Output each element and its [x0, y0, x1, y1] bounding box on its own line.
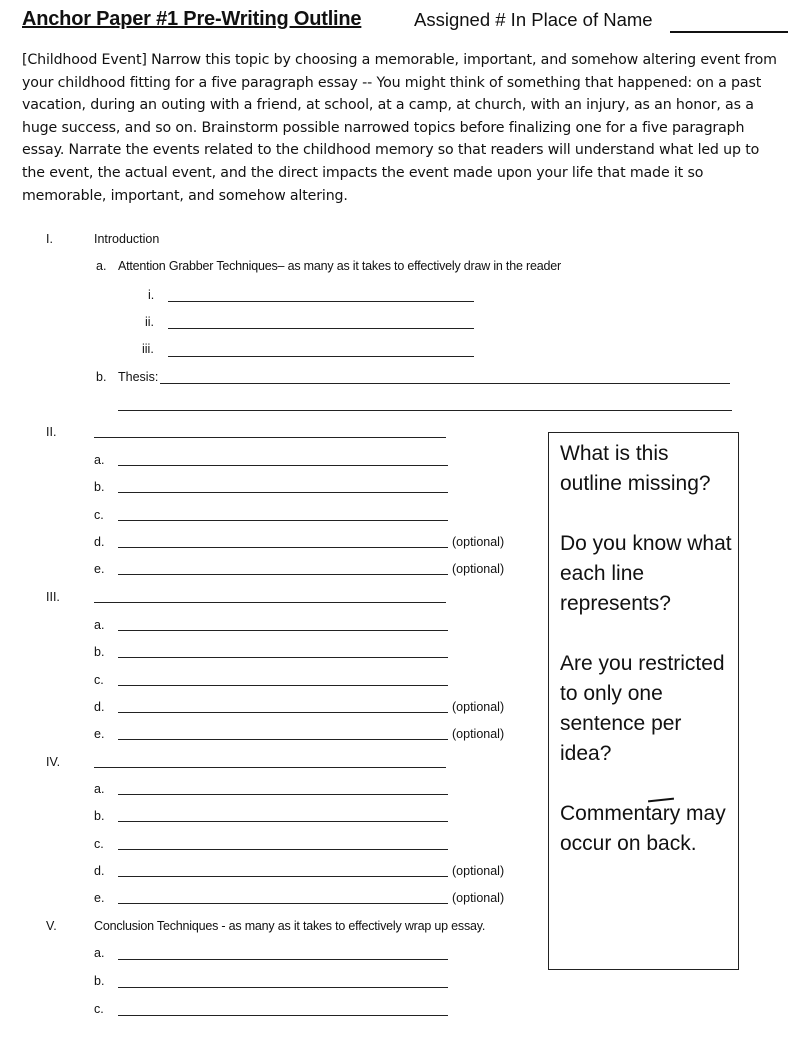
section-5-numeral: V. [46, 919, 57, 933]
question-line-represents: Do you know what each line represents? [560, 532, 732, 615]
section-2-c-letter: c. [94, 508, 104, 522]
question-outline-missing: What is this outline missing? [560, 442, 711, 495]
section-4-topic-line[interactable] [94, 767, 446, 768]
section-2-d-letter: d. [94, 535, 105, 549]
section-3-e-line[interactable] [118, 739, 448, 740]
section-4-a-line[interactable] [118, 794, 448, 795]
section-3-d-line[interactable] [118, 712, 448, 713]
section-1-title: Introduction [94, 232, 160, 246]
section-5-b-letter: b. [94, 974, 105, 988]
page-title: Anchor Paper #1 Pre-Writing Outline [22, 8, 362, 30]
section-2-b-line[interactable] [118, 492, 448, 493]
sub-i-label: i. [148, 288, 155, 302]
thesis-label: Thesis: [118, 370, 159, 384]
instructions-paragraph: [Childhood Event] Narrow this topic by choosing a memorable, important, and somehow altering event from your childhood fitting for a five paragraph essay -- You might think of something that happened: on a past vacation, during an outing with a friend, at school, at a camp, at church, with an injury, as an honor, as a huge success, and so on. Brainstorm possible narrowed topics before finalizing one for a five paragraph essay. Narrate the events related to the childhood memory so that readers will understand what led up to the event, the actual event, and the direct impacts the event made upon your life that made it so memorable, important, and somehow altering. [22, 52, 777, 204]
section-4-e-letter: e. [94, 891, 105, 905]
section-4-e-line[interactable] [118, 903, 448, 904]
section-5-c-letter: c. [94, 1002, 104, 1016]
section-5-b-line[interactable] [118, 987, 448, 988]
section-3-a-line[interactable] [118, 630, 448, 631]
section-2-d-optional: (optional) [452, 535, 505, 549]
section-4-d-line[interactable] [118, 876, 448, 877]
section-4-b-letter: b. [94, 809, 105, 823]
section-2-a-letter: a. [94, 453, 105, 467]
name-blank-line[interactable] [670, 31, 788, 33]
section-4-c-letter: c. [94, 837, 104, 851]
sub-iii-label: iii. [142, 342, 154, 356]
section-3-c-line[interactable] [118, 685, 448, 686]
sub-ii-line[interactable] [168, 328, 474, 329]
section-1-numeral: I. [46, 232, 53, 246]
section-4-d-letter: d. [94, 864, 105, 878]
questions-box-text [560, 439, 735, 859]
section-3-b-letter: b. [94, 645, 105, 659]
section-2-topic-line[interactable] [94, 437, 446, 438]
section-1-a-letter: a. [96, 259, 107, 273]
section-2-e-letter: e. [94, 562, 105, 576]
sub-iii-line[interactable] [168, 356, 474, 357]
sub-i-line[interactable] [168, 301, 474, 302]
sub-ii-label: ii. [145, 315, 155, 329]
section-3-e-letter: e. [94, 727, 105, 741]
section-3-a-letter: a. [94, 618, 105, 632]
thesis-line-1[interactable] [160, 383, 730, 384]
section-4-a-letter: a. [94, 782, 105, 796]
section-2-e-optional: (optional) [452, 562, 505, 576]
note-commentary: Commentary may occur on back. [560, 802, 726, 855]
section-3-d-optional: (optional) [452, 700, 505, 714]
section-4-numeral: IV. [46, 755, 61, 769]
section-2-b-letter: b. [94, 480, 105, 494]
section-2-e-line[interactable] [118, 574, 448, 575]
section-1-b-letter: b. [96, 370, 107, 384]
section-5-a-line[interactable] [118, 959, 448, 960]
section-4-b-line[interactable] [118, 821, 448, 822]
section-5-c-line[interactable] [118, 1015, 448, 1016]
page-header [22, 8, 782, 34]
thesis-line-2[interactable] [118, 410, 732, 411]
section-3-topic-line[interactable] [94, 602, 446, 603]
question-one-sentence: Are you restricted to only one sentence per idea? [560, 652, 725, 765]
assigned-label: Assigned # In Place of Name [414, 9, 653, 30]
section-2-c-line[interactable] [118, 520, 448, 521]
section-3-e-optional: (optional) [452, 727, 505, 741]
section-3-d-letter: d. [94, 700, 105, 714]
section-4-d-optional: (optional) [452, 864, 505, 878]
section-3-c-letter: c. [94, 673, 104, 687]
section-2-d-line[interactable] [118, 547, 448, 548]
section-4-e-optional: (optional) [452, 891, 505, 905]
section-4-c-line[interactable] [118, 849, 448, 850]
section-3-b-line[interactable] [118, 657, 448, 658]
section-5-a-letter: a. [94, 946, 105, 960]
conclusion-techniques-label: Conclusion Techniques - as many as it takes to effectively wrap up essay. [94, 919, 486, 933]
section-2-numeral: II. [46, 425, 57, 439]
section-3-numeral: III. [46, 590, 60, 604]
questions-box [548, 432, 739, 970]
section-2-a-line[interactable] [118, 465, 448, 466]
attention-grabber-label: Attention Grabber Techniques– as many as it takes to effectively draw in the reader [118, 259, 561, 273]
